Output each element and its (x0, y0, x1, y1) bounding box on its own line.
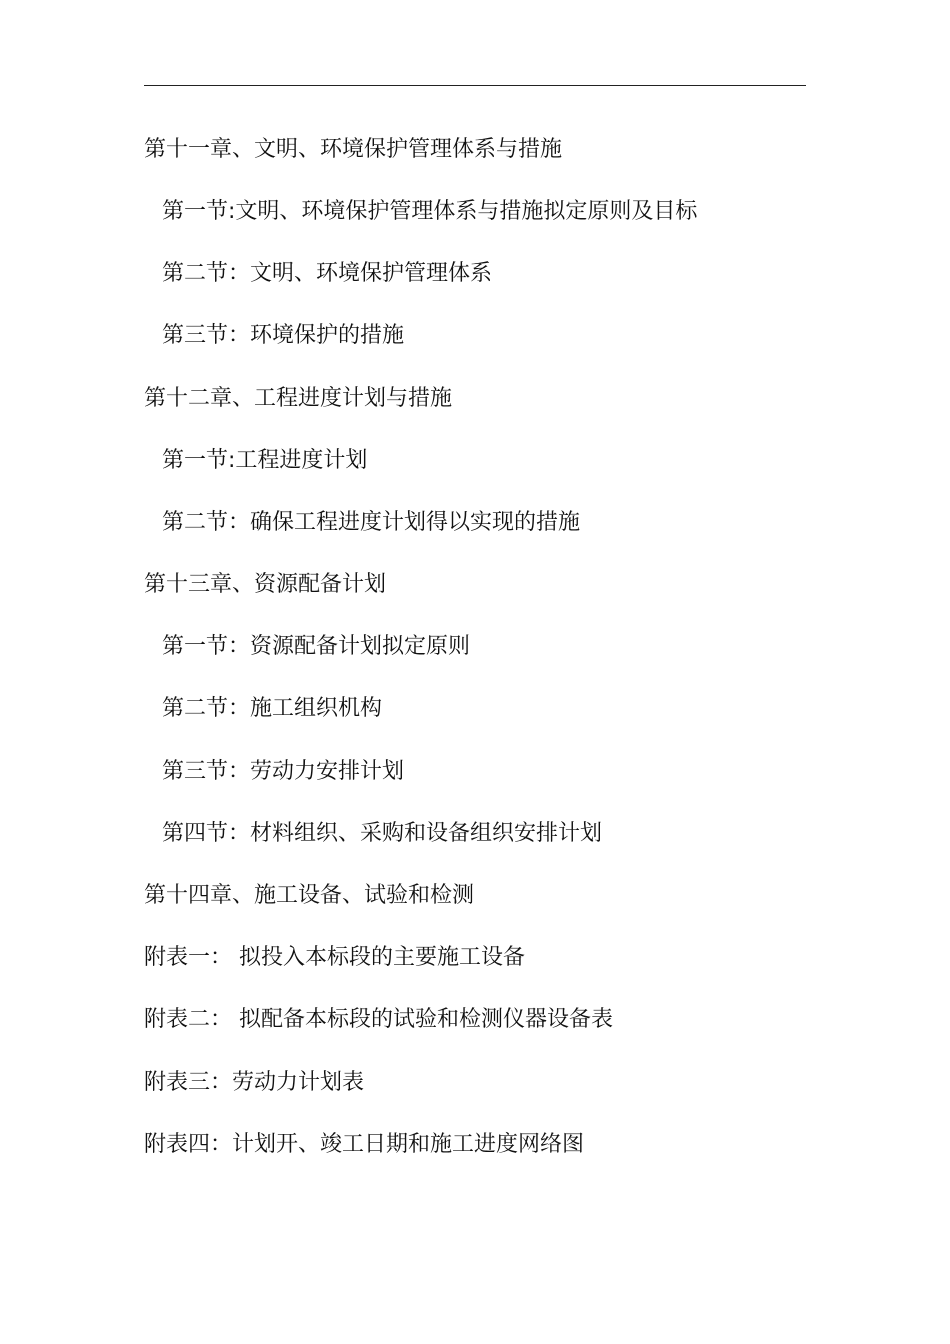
toc-appendix-3: 附表三：劳动力计划表 (144, 1070, 365, 1095)
toc-section-12-1: 第一节:工程进度计划 (162, 448, 368, 473)
toc-chapter-12: 第十二章、工程进度计划与措施 (144, 386, 453, 411)
toc-section-11-1: 第一节:文明、环境保护管理体系与措施拟定原则及目标 (162, 199, 698, 224)
header-rule (144, 85, 806, 86)
toc-chapter-14: 第十四章、施工设备、试验和检测 (144, 883, 475, 908)
toc-section-13-3: 第三节：劳动力安排计划 (162, 759, 405, 784)
toc-appendix-2: 附表二： 拟配备本标段的试验和检测仪器设备表 (144, 1007, 613, 1032)
toc-section-13-1: 第一节：资源配备计划拟定原则 (162, 634, 471, 659)
toc-chapter-11: 第十一章、文明、环境保护管理体系与措施 (144, 137, 563, 162)
toc-section-12-2: 第二节：确保工程进度计划得以实现的措施 (162, 510, 581, 535)
toc-section-11-3: 第三节：环境保护的措施 (162, 323, 405, 348)
toc-section-11-2: 第二节：文明、环境保护管理体系 (162, 261, 493, 286)
toc-appendix-1: 附表一： 拟投入本标段的主要施工设备 (144, 945, 525, 970)
toc-section-13-2: 第二节：施工组织机构 (162, 696, 383, 721)
toc-chapter-13: 第十三章、资源配备计划 (144, 572, 387, 597)
toc-appendix-4: 附表四：计划开、竣工日期和施工进度网络图 (144, 1132, 585, 1157)
toc-section-13-4: 第四节：材料组织、采购和设备组织安排计划 (162, 821, 603, 846)
